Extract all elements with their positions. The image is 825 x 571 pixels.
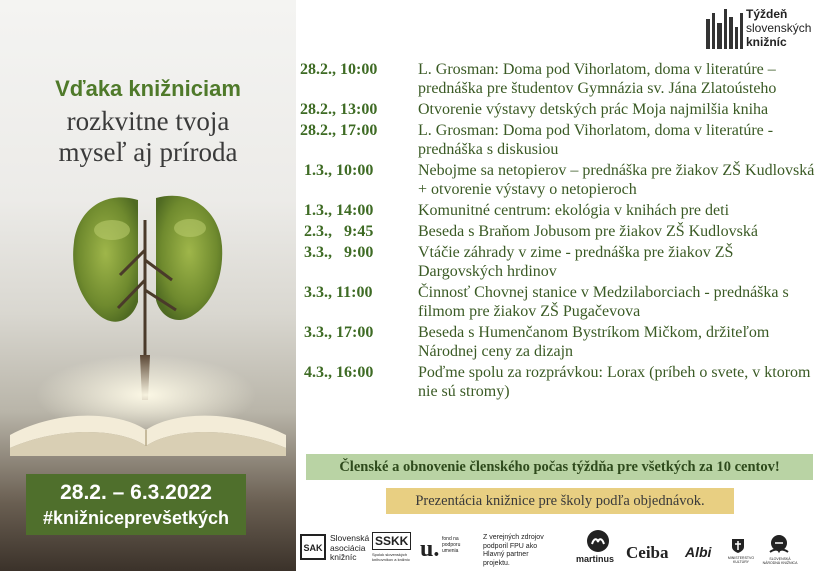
poster-panel	[0, 0, 296, 571]
schedule-row	[300, 323, 820, 361]
martinus-logo: martinus	[576, 554, 615, 564]
schedule-description: Činnosť Chovnej stanice v Medzilaborciach - prednáška s filmom pre žiakov ZŠ Pugačevova	[418, 284, 789, 320]
logo-line3: knižníc	[746, 35, 787, 49]
schedule-time: 28.2., 17:00	[300, 122, 378, 139]
library-text: SLOVENSKÁ NÁRODNÁ KNIŽNICA	[762, 557, 798, 565]
schedule-time: 4.3., 16:00	[300, 364, 374, 381]
schedule-description: Otvorenie výstavy detských prác Moja najmilšia kniha	[418, 101, 769, 118]
schedule-description: Vtáčie záhrady v zime - prednáška pre žiakov ZŠ Dargovských hrdinov	[418, 244, 734, 280]
schedule-time: 3.3., 17:00	[300, 324, 374, 341]
schedule-row	[300, 243, 820, 281]
schedule-row	[300, 201, 820, 220]
event-hashtag: #knižniceprevšetkých	[42, 508, 230, 528]
schedule-row	[300, 283, 820, 321]
tree-book-illustration	[0, 180, 296, 480]
sak-text: Slovenská asociácia knižníc	[330, 533, 370, 562]
fpu-logo-text: fond na podporu umenia	[442, 536, 461, 554]
schedule-row	[300, 222, 820, 241]
ministry-crest-icon	[730, 538, 746, 554]
schedule-time: 1.3., 10:00	[300, 162, 374, 179]
schedule-description: Beseda s Braňom Jobusom pre žiakov ZŠ Kudlovská	[418, 223, 758, 240]
poster-subheadline	[0, 106, 296, 168]
schedule-time: 28.2., 10:00	[300, 61, 378, 78]
fpu-logo: u.	[420, 536, 440, 562]
poster-headline: Vďaka knižniciam	[55, 76, 241, 101]
sskk-text: Spolok slovenských knihovníkov a knižníc	[372, 552, 411, 562]
schedule-row	[300, 60, 820, 98]
schedule-description: Poďme spolu za rozprávkou: Lorax (príbeh o svete, v ktorom nie sú stromy)	[418, 364, 811, 400]
ministry-text: MINISTERSTVO KULTÚRY	[727, 556, 755, 564]
schedule-time: 3.3., 9:00	[300, 244, 374, 261]
schedule-description: Komunitné centrum: ekológia v knihách pre deti	[418, 202, 730, 219]
fpu-support-text: Z verejných zdrojov podporil FPU ako Hlavný partner projektu.	[483, 534, 544, 567]
bookshelf-icon	[706, 9, 744, 49]
poster-subheadline-line2: myseľ aj príroda	[58, 137, 238, 167]
event-schedule	[300, 60, 820, 401]
albi-logo: Albi	[685, 544, 712, 560]
poster-subheadline-line1: rozkvitne tvoja	[66, 106, 230, 136]
schedule-description: Nebojme sa netopierov – prednáška pre žiakov ZŠ Kudlovská + otvorenie výstavy o netopieroch	[418, 162, 815, 198]
presentation-banner: Prezentácia knižnice pre školy podľa objednávok.	[386, 488, 734, 514]
schedule-time: 3.3., 11:00	[300, 284, 373, 301]
event-dates: 28.2. – 6.3.2022	[60, 481, 212, 504]
schedule-description: L. Grosman: Doma pod Vihorlatom, doma v literatúre – prednáška pre študentov Gymnázia sv. Jána Zlatoústeho	[418, 61, 777, 97]
logo-line1: Týždeň	[746, 7, 788, 21]
schedule-row	[300, 121, 820, 159]
schedule-description: L. Grosman: Doma pod Vihorlatom, doma v literatúre - prednáška s diskusiou	[418, 122, 774, 158]
schedule-row	[300, 161, 820, 199]
tyzden-kniznic-logo	[706, 7, 818, 51]
schedule-description: Beseda s Humenčanom Bystríkom Mičkom, držiteľom Národnej ceny za dizajn	[418, 324, 770, 360]
martinus-icon	[587, 530, 609, 552]
schedule-time: 2.3., 9:45	[300, 223, 374, 240]
logo-text	[746, 7, 811, 49]
library-book-icon	[764, 534, 794, 556]
ceiba-logo: Ceiba	[626, 543, 669, 562]
logo-line2: slovenských	[746, 21, 812, 35]
membership-banner: Členské a obnovenie členského počas týždňa pre všetkých za 10 centov!	[306, 454, 813, 480]
sak-logo: SAK	[300, 534, 326, 560]
schedule-row	[300, 363, 820, 401]
event-date-box	[26, 474, 246, 535]
schedule-row	[300, 100, 820, 119]
schedule-time: 28.2., 13:00	[300, 101, 378, 118]
schedule-time: 1.3., 14:00	[300, 202, 374, 219]
sskk-logo: SSKK	[372, 532, 411, 550]
partner-logos	[300, 530, 820, 566]
